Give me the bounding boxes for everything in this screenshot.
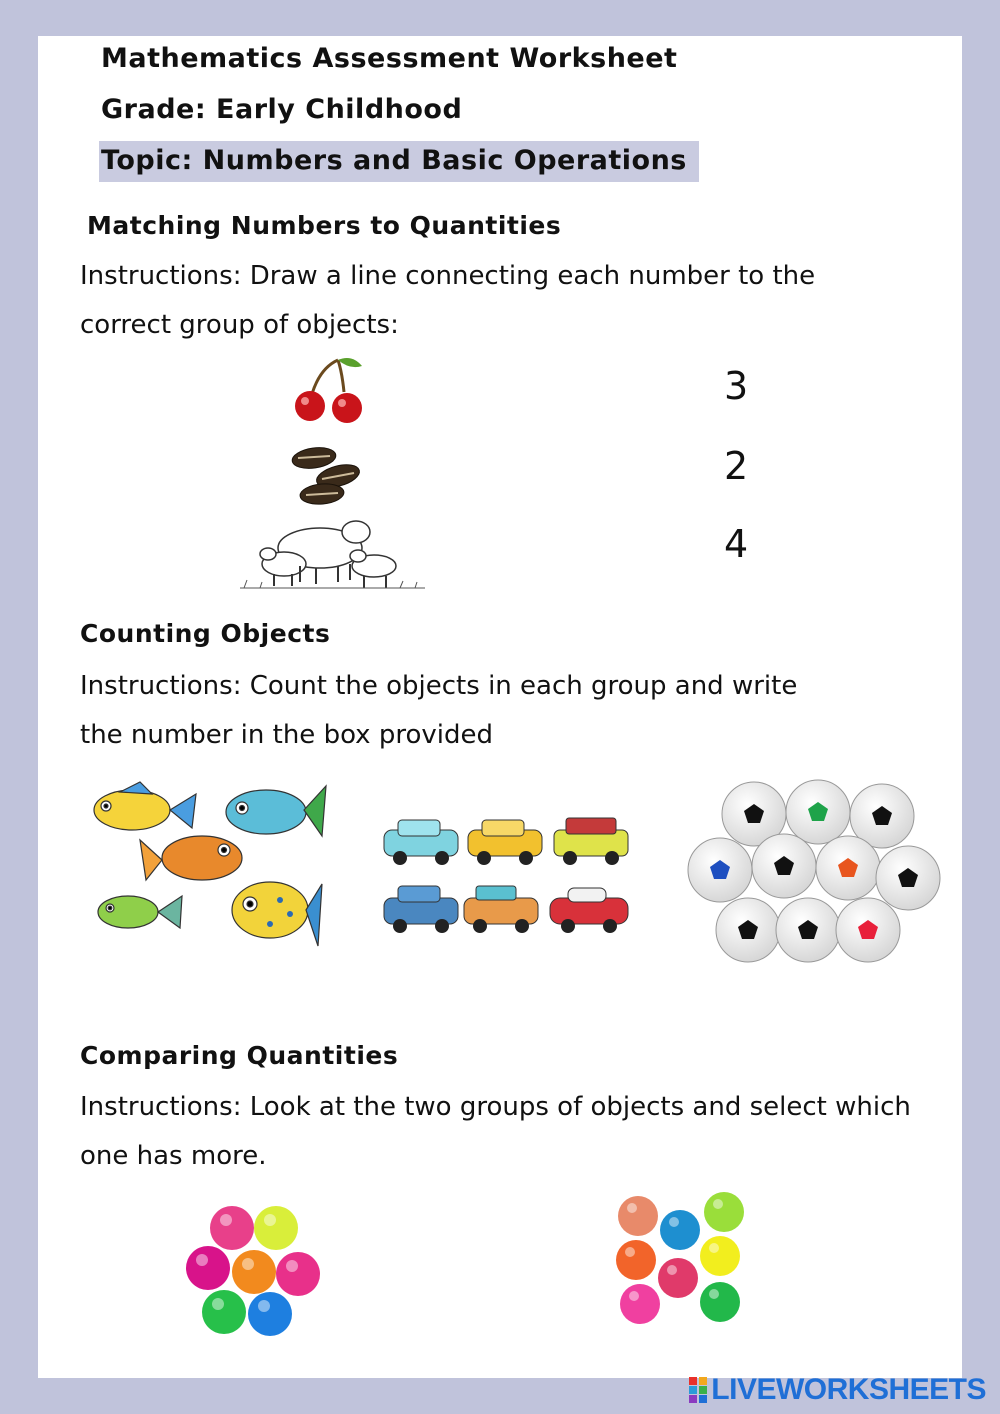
number-option-1[interactable]: 3: [724, 364, 749, 408]
liveworksheets-logo-icon: [689, 1377, 707, 1403]
soccer-balls-group-image: [686, 780, 942, 970]
section-title-matching: Matching Numbers to Quantities: [87, 211, 562, 240]
grade-label: Grade: Early Childhood: [101, 94, 463, 125]
instructions-matching: Instructions: Draw a line connecting each number to the correct group of objects:: [80, 261, 816, 340]
sheep-image: [240, 516, 425, 592]
section-title-counting: Counting Objects: [80, 619, 331, 648]
bouncy-balls-right-image[interactable]: [612, 1192, 752, 1342]
number-option-3[interactable]: 4: [724, 522, 749, 566]
sunflower-seeds-image: [292, 444, 368, 508]
liveworksheets-logo[interactable]: [689, 1372, 986, 1408]
bouncy-balls-left-image[interactable]: [184, 1204, 324, 1340]
worksheet-title: Mathematics Assessment Worksheet: [101, 43, 678, 74]
toy-cars-group-image: [382, 816, 632, 940]
cherries-image: [290, 356, 370, 426]
fish-group-image: [90, 780, 330, 955]
section-title-comparing: Comparing Quantities: [80, 1041, 399, 1070]
instructions-comparing: Instructions: Look at the two groups of objects and select which one has more.: [80, 1092, 911, 1171]
liveworksheets-brand-text: LIVEWORKSHEETS: [711, 1373, 986, 1406]
instructions-counting: Instructions: Count the objects in each group and write the number in the box provided: [80, 671, 798, 750]
number-option-2[interactable]: 2: [724, 444, 749, 488]
topic-label: Topic: Numbers and Basic Operations: [99, 141, 699, 182]
